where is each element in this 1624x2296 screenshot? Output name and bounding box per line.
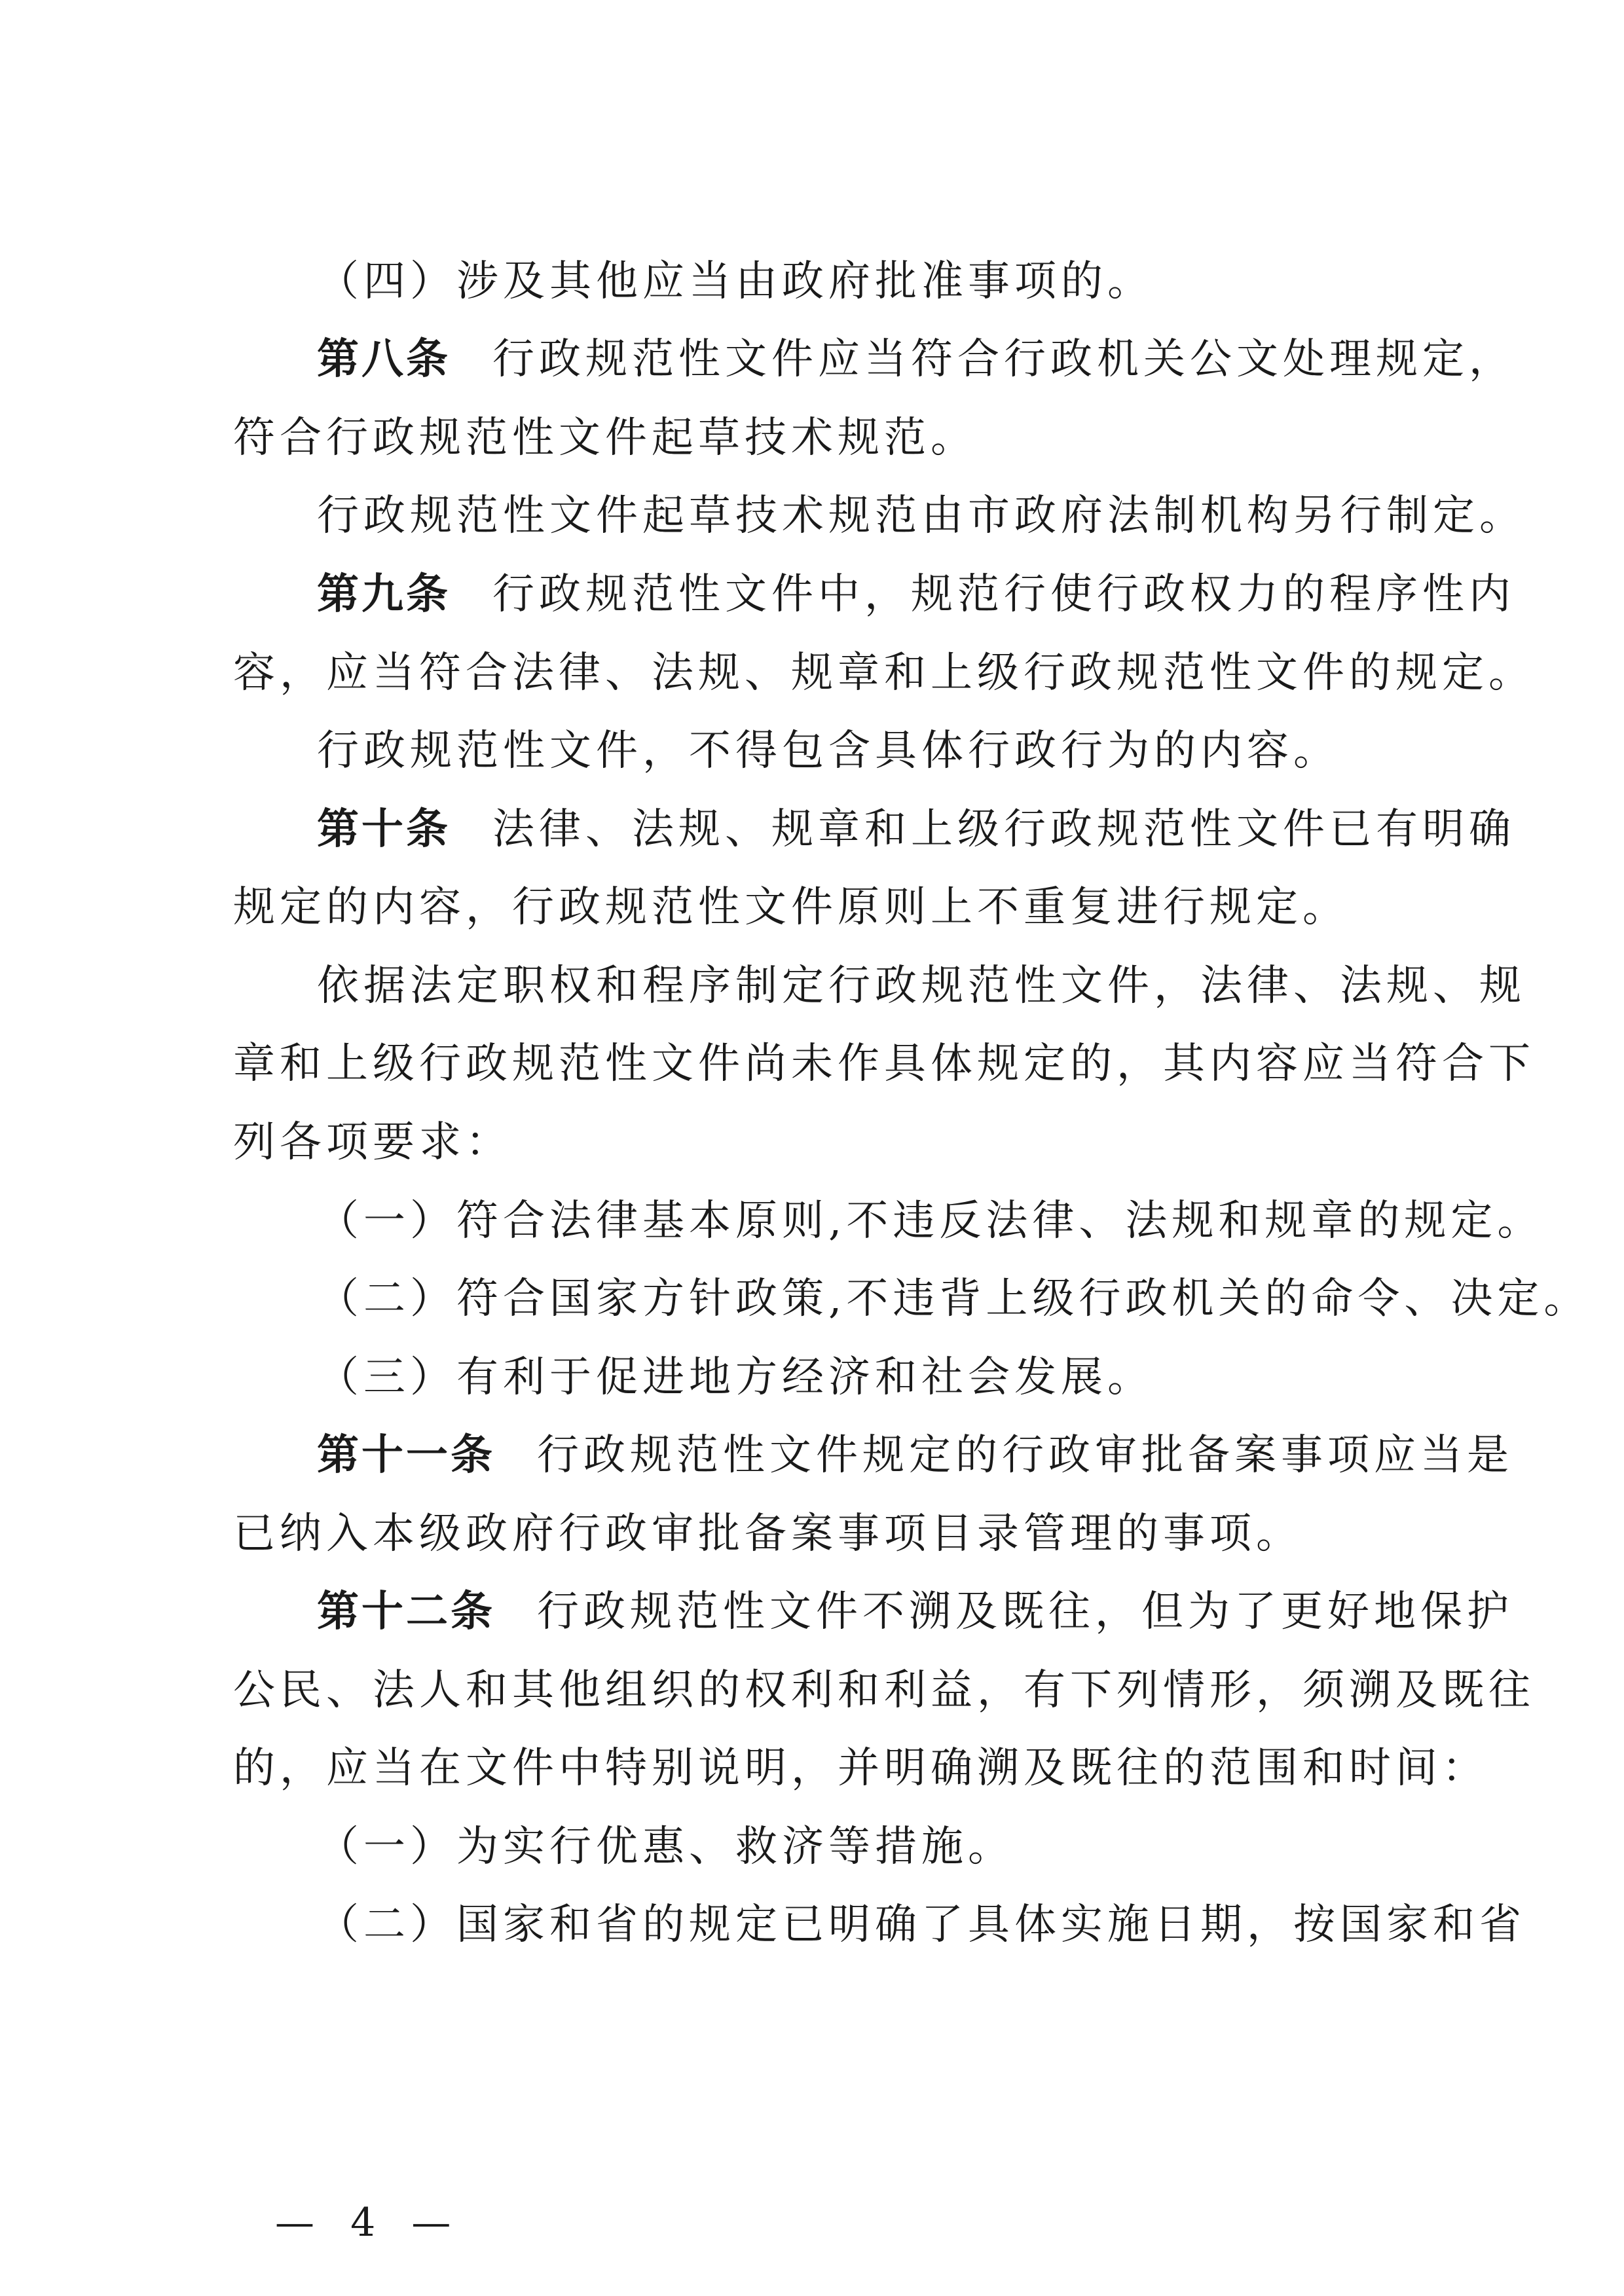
paragraph-line: 容，应当符合法律、法规、规章和上级行政规范性文件的规定。 (233, 649, 1535, 697)
article-heading-line: 第十二条 行政规范性文件不溯及既往，但为了更好地保护 (317, 1587, 1513, 1636)
list-item: （二）符合国家方针政策,不违背上级行政机关的命令、决定。 (317, 1275, 1591, 1323)
list-item: （二）国家和省的规定已明确了具体实施日期，按国家和省 (317, 1901, 1526, 1949)
paragraph-line: 行政规范性文件起草技术规范由市政府法制机构另行制定。 (317, 492, 1526, 540)
article-number: 第八条 (317, 335, 451, 384)
list-item: （三）有利于促进地方经济和社会发展。 (317, 1353, 1154, 1402)
list-item: （一）符合法律基本原则,不违反法律、法规和规章的规定。 (317, 1197, 1544, 1245)
article-number: 第十一条 (317, 1430, 495, 1480)
paragraph-line: 符合行政规范性文件起草技术规范。 (233, 414, 977, 462)
paragraph-line: 行政规范性文件，不得包含具体行政行为的内容。 (317, 727, 1340, 775)
paragraph-line: （四）涉及其他应当由政府批准事项的。 (317, 257, 1154, 306)
paragraph-line: 列各项要求： (233, 1118, 512, 1167)
paragraph-line: 依据法定职权和程序制定行政规范性文件，法律、法规、规 (317, 962, 1526, 1010)
article-heading-line: 第八条 行政规范性文件应当符合行政机关公文处理规定， (317, 335, 1515, 384)
page-number: — 4 — (275, 2200, 463, 2246)
paragraph-line: 章和上级行政规范性文件尚未作具体规定的，其内容应当符合下 (233, 1040, 1535, 1088)
article-heading-line: 第十一条 行政规范性文件规定的行政审批备案事项应当是 (317, 1430, 1513, 1480)
paragraph-line: 规定的内容，行政规范性文件原则上不重复进行规定。 (233, 883, 1349, 932)
paragraph-line: 的，应当在文件中特别说明，并明确溯及既往的范围和时间： (233, 1744, 1488, 1793)
article-number: 第十条 (317, 805, 451, 854)
paragraph-line: 公民、法人和其他组织的权利和利益，有下列情形，须溯及既往 (233, 1666, 1535, 1715)
list-item: （一）为实行优惠、救济等措施。 (317, 1823, 1014, 1871)
article-number: 第九条 (317, 570, 451, 619)
paragraph-line: 已纳入本级政府行政审批备案事项目录管理的事项。 (233, 1510, 1302, 1558)
article-heading-line: 第九条 行政规范性文件中，规范行使行政权力的程序性内 (317, 570, 1515, 619)
article-number: 第十二条 (317, 1587, 495, 1636)
article-heading-line: 第十条 法律、法规、规章和上级行政规范性文件已有明确 (317, 805, 1515, 854)
